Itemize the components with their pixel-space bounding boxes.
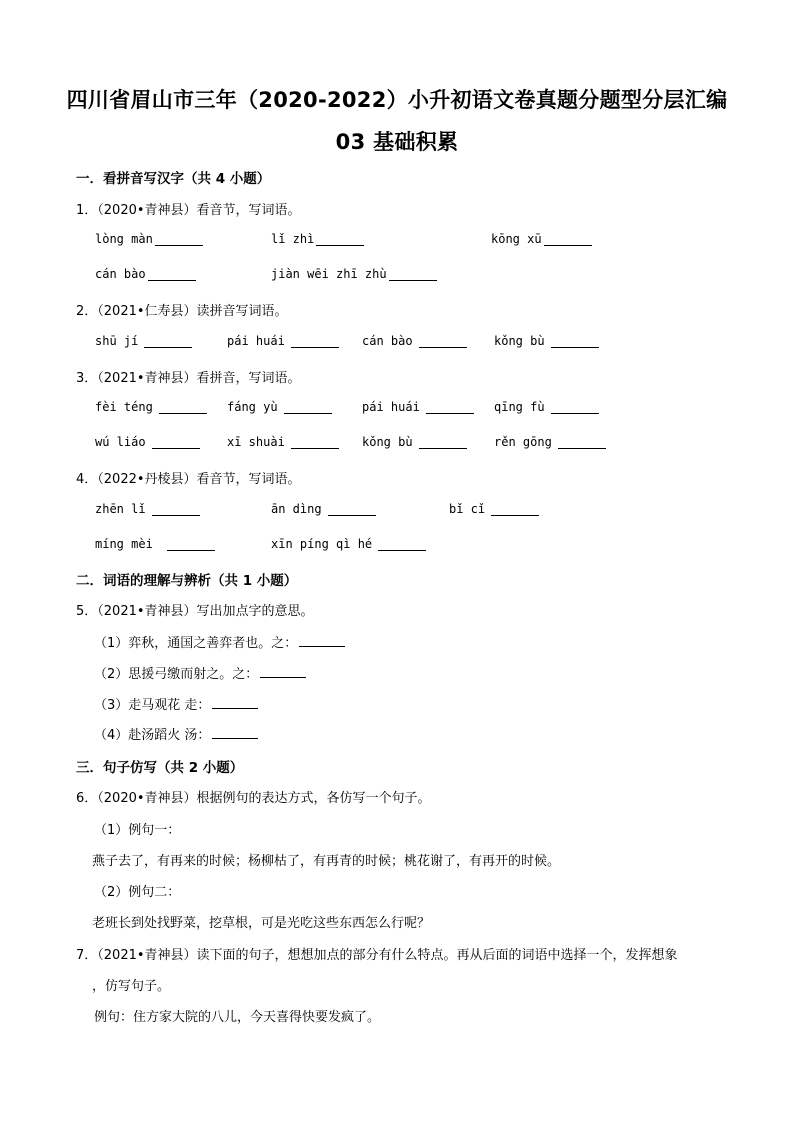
pinyin-item: pái huái xyxy=(227,334,339,348)
question-6-stem: 6．（2020•青神县）根据例句的表达方式，各仿写一个句子。 xyxy=(76,791,431,806)
answer-blank[interactable] xyxy=(167,538,215,551)
answer-blank[interactable] xyxy=(389,268,437,281)
question-1-stem: 1．（2020•青神县）看音节，写词语。 xyxy=(76,203,301,218)
section-heading-sentence: 三．句子仿写（共 2 小题） xyxy=(76,760,244,776)
answer-blank[interactable] xyxy=(152,436,200,449)
answer-blank[interactable] xyxy=(426,401,474,414)
answer-blank[interactable] xyxy=(144,335,192,348)
answer-blank[interactable] xyxy=(544,233,592,246)
answer-blank[interactable] xyxy=(159,401,207,414)
question-2-stem: 2．（2021•仁寿县）读拼音写词语。 xyxy=(76,304,288,319)
answer-blank[interactable] xyxy=(155,233,203,246)
pinyin-item: rěn gōng xyxy=(494,435,606,449)
pinyin-item: jiàn wēi zhī zhù xyxy=(271,267,437,281)
page-title: 四川省眉山市三年（2020-2022）小升初语文卷真题分题型分层汇编 xyxy=(66,88,728,112)
answer-blank[interactable] xyxy=(419,436,467,449)
example-label: （2）例句二： xyxy=(94,885,181,900)
example-sentence: 例句：住方家大院的八儿，今天喜得快要发疯了。 xyxy=(94,1010,381,1025)
pinyin-item: wú liáo xyxy=(95,435,200,449)
pinyin-item: fáng yù xyxy=(227,400,332,414)
answer-blank[interactable] xyxy=(291,436,339,449)
pinyin-item: ān dìng xyxy=(271,502,376,516)
question-4-stem: 4．（2022•丹棱县）看音节，写词语。 xyxy=(76,472,301,487)
pinyin-item: qīng fù xyxy=(494,400,599,414)
pinyin-item: bǐ cǐ xyxy=(449,502,539,516)
answer-blank[interactable] xyxy=(212,695,258,709)
answer-blank[interactable] xyxy=(558,436,606,449)
answer-blank[interactable] xyxy=(212,725,258,739)
answer-blank[interactable] xyxy=(152,503,200,516)
question-5-stem: 5．（2021•青神县）写出加点字的意思。 xyxy=(76,604,314,619)
answer-blank[interactable] xyxy=(328,503,376,516)
answer-blank[interactable] xyxy=(148,268,196,281)
pinyin-item: lòng màn xyxy=(95,232,203,246)
example-label: （1）例句一： xyxy=(94,823,181,838)
pinyin-item: xī shuài xyxy=(227,435,339,449)
sub-item: （3）走马观花 走： xyxy=(94,694,258,713)
question-7-stem-continued: ，仿写句子。 xyxy=(92,979,171,994)
answer-blank[interactable] xyxy=(491,503,539,516)
answer-blank[interactable] xyxy=(260,664,306,678)
pinyin-item: fèi téng xyxy=(95,400,207,414)
pinyin-item: lǐ zhì xyxy=(271,232,364,246)
answer-blank[interactable] xyxy=(316,233,364,246)
pinyin-item: zhēn lǐ xyxy=(95,502,200,516)
sub-item: （1）弈秋，通国之善弈者也。之： xyxy=(94,632,345,651)
answer-blank[interactable] xyxy=(291,335,339,348)
pinyin-item: míng mèi xyxy=(95,537,215,551)
section-heading-pinyin: 一．看拼音写汉字（共 4 小题） xyxy=(76,171,271,187)
example-sentence: 燕子去了，有再来的时候；杨柳枯了，有再青的时候；桃花谢了，有再开的时候。 xyxy=(92,854,561,869)
sub-item: （4）赴汤蹈火 汤： xyxy=(94,724,258,743)
pinyin-item: cán bào xyxy=(362,334,467,348)
example-sentence: 老班长到处找野菜，挖草根，可是光吃这些东西怎么行呢？ xyxy=(92,916,431,931)
pinyin-item: kōng xū xyxy=(491,232,592,246)
question-7-stem: 7．（2021•青神县）读下面的句子，想想加点的部分有什么特点。再从后面的词语中选择一个，发挥想象 xyxy=(76,948,678,963)
answer-blank[interactable] xyxy=(551,401,599,414)
pinyin-item: kǒng bù xyxy=(494,334,599,348)
sub-item: （2）思援弓缴而射之。之： xyxy=(94,663,306,682)
pinyin-item: xīn píng qì hé xyxy=(271,537,426,551)
section-heading-vocabulary: 二．词语的理解与辨析（共 1 小题） xyxy=(76,573,298,589)
pinyin-item: pái huái xyxy=(362,400,474,414)
answer-blank[interactable] xyxy=(284,401,332,414)
answer-blank[interactable] xyxy=(551,335,599,348)
page-subtitle: 03 基础积累 xyxy=(335,130,459,154)
pinyin-item: cán bào xyxy=(95,267,196,281)
answer-blank[interactable] xyxy=(299,633,345,647)
pinyin-item: shū jí xyxy=(95,334,192,348)
answer-blank[interactable] xyxy=(378,538,426,551)
pinyin-item: kǒng bù xyxy=(362,435,467,449)
answer-blank[interactable] xyxy=(419,335,467,348)
question-3-stem: 3．（2021•青神县）看拼音，写词语。 xyxy=(76,371,301,386)
